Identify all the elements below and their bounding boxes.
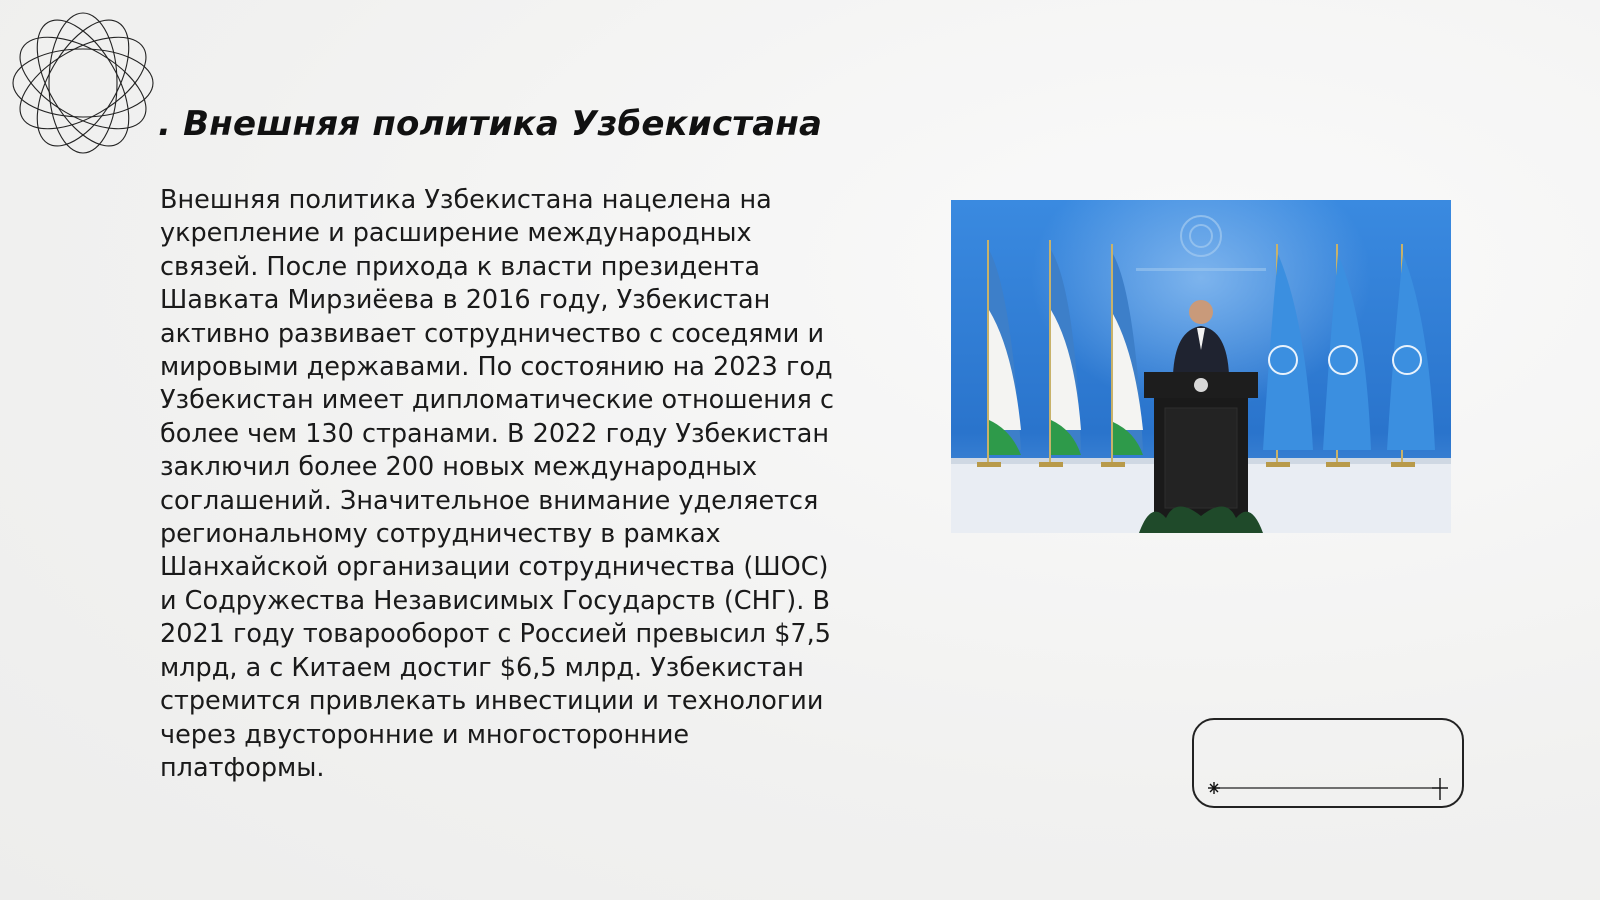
starburst-icon (1208, 782, 1220, 794)
speaker-podium-image (951, 200, 1451, 533)
slide-title: . Внешняя политика Узбекистана (158, 104, 823, 144)
speech-photo (951, 200, 1451, 533)
slide-body-text: Внешняя политика Узбекистана нацелена на укрепление и расширение международных связей. После прихода к власти президента Шавката Мирзиёева в 2016 году, Узбекистан активно развивает сотрудничество с соседями и мировыми державами. По состоянию на 2023 год Узбекистан имеет дипломатические отношения с более чем 130 странами. В 2022 году Узбекистан заключил более 200 новых международных соглашений. Значительное внимание уделяется региональному сотрудничеству в рамках Шанхайской организации сотрудничества (ШОС) и Содружества Независимых Государств (СНГ). В 2021 году товарооборот с Россией превысил $7,5 млрд, а с Китаем достиг $6,5 млрд. Узбекистан стремится привлекать инвестиции и технологии через двусторонние и многосторонние платформы. (160, 185, 834, 783)
decorative-line (1208, 772, 1448, 808)
circle-ornament-icon (8, 8, 158, 158)
cross-star-icon (1432, 778, 1448, 800)
